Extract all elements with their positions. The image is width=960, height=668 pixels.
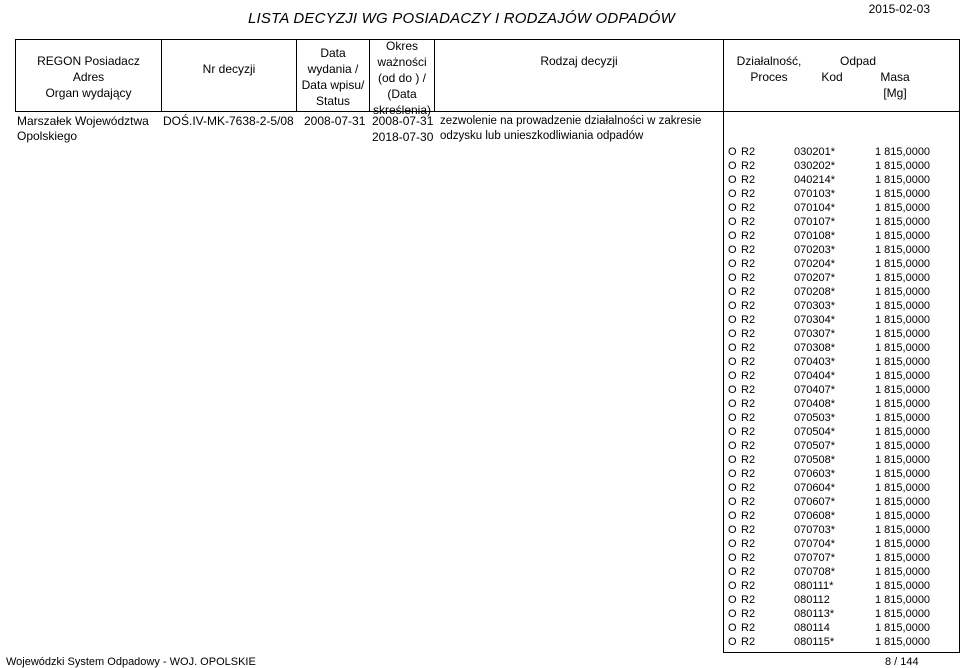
activity-type: O xyxy=(728,412,737,424)
waste-code: 070403* xyxy=(794,356,835,368)
activity-type: O xyxy=(728,286,737,298)
table-row xyxy=(724,635,960,649)
waste-mass: 1 815,0000 xyxy=(875,160,931,172)
waste-code: 070503* xyxy=(794,412,835,424)
activity-type: O xyxy=(728,328,737,340)
waste-code: 070104* xyxy=(794,202,835,214)
process-code: R2 xyxy=(741,482,756,494)
waste-mass: 1 815,0000 xyxy=(875,314,931,326)
waste-mass: 1 815,0000 xyxy=(875,482,931,494)
waste-code: 070103* xyxy=(794,188,835,200)
activity-type: O xyxy=(728,426,737,438)
waste-mass: 1 815,0000 xyxy=(875,342,931,354)
table-row xyxy=(724,327,960,341)
process-code: R2 xyxy=(741,510,756,522)
okres-od: 2008-07-31 xyxy=(372,114,434,128)
activity-type: O xyxy=(728,398,737,410)
activity-type: O xyxy=(728,314,737,326)
waste-code: 080115* xyxy=(794,636,835,648)
process-code: R2 xyxy=(741,160,756,172)
waste-code: 080114 xyxy=(794,622,830,634)
activity-type: O xyxy=(728,524,737,536)
process-code: R2 xyxy=(741,188,756,200)
table-row xyxy=(724,369,960,383)
table-row xyxy=(724,145,960,159)
waste-mass: 1 815,0000 xyxy=(875,496,931,508)
activity-type: O xyxy=(728,300,737,312)
waste-mass: 1 815,0000 xyxy=(875,384,931,396)
table-row xyxy=(724,271,960,285)
table-row xyxy=(724,453,960,467)
process-code: R2 xyxy=(741,174,756,186)
process-code: R2 xyxy=(741,538,756,550)
waste-mass: 1 815,0000 xyxy=(875,538,931,550)
waste-mass: 1 815,0000 xyxy=(875,174,931,186)
table-row xyxy=(724,439,960,453)
column-divider xyxy=(434,39,435,112)
activity-type: O xyxy=(728,538,737,550)
process-code: R2 xyxy=(741,440,756,452)
table-row xyxy=(724,537,960,551)
table-row xyxy=(724,551,960,565)
table-row xyxy=(724,173,960,187)
waste-code: 070203* xyxy=(794,244,835,256)
waste-code: 070207* xyxy=(794,272,835,284)
waste-mass: 1 815,0000 xyxy=(875,370,931,382)
waste-code: 080111* xyxy=(794,580,834,592)
process-code: R2 xyxy=(741,272,756,284)
waste-code: 080113* xyxy=(794,608,835,620)
header-okres: Okres ważności (od do ) / (Data skreślenia) xyxy=(372,39,432,117)
waste-code: 070107* xyxy=(794,216,835,228)
waste-code: 070308* xyxy=(794,342,835,354)
waste-mass: 1 815,0000 xyxy=(875,286,931,298)
header-data: Data wydania / Data wpisu/ Status xyxy=(301,46,365,108)
waste-mass: 1 815,0000 xyxy=(875,272,931,284)
waste-mass: 1 815,0000 xyxy=(875,580,931,592)
waste-code: 070704* xyxy=(794,538,835,550)
process-code: R2 xyxy=(741,524,756,536)
waste-mass: 1 815,0000 xyxy=(875,510,931,522)
waste-mass: 1 815,0000 xyxy=(875,440,931,452)
process-code: R2 xyxy=(741,636,756,648)
activity-type: O xyxy=(728,594,737,606)
waste-code: 070608* xyxy=(794,510,835,522)
activity-type: O xyxy=(728,160,737,172)
header-nr-decyzji: Nr decyzji xyxy=(202,62,256,76)
process-code: R2 xyxy=(741,342,756,354)
table-row xyxy=(724,243,960,257)
activity-type: O xyxy=(728,636,737,648)
table-row xyxy=(724,257,960,271)
waste-code: 070303* xyxy=(794,300,835,312)
table-bottom-line xyxy=(723,652,960,653)
table-row xyxy=(724,509,960,523)
activity-type: O xyxy=(728,454,737,466)
waste-mass: 1 815,0000 xyxy=(875,300,931,312)
waste-mass: 1 815,0000 xyxy=(875,230,931,242)
waste-mass: 1 815,0000 xyxy=(875,202,931,214)
waste-code: 070108* xyxy=(794,230,835,242)
rodzaj-line2: odzysku lub unieszkodliwiania odpadów xyxy=(440,130,644,142)
activity-type: O xyxy=(728,468,737,480)
activity-type: O xyxy=(728,384,737,396)
process-code: R2 xyxy=(741,594,756,606)
waste-code: 040214* xyxy=(794,174,835,186)
table-row xyxy=(724,229,960,243)
page-number: 8 / 144 xyxy=(885,656,919,668)
table-row xyxy=(724,467,960,481)
waste-mass: 1 815,0000 xyxy=(875,622,931,634)
process-code: R2 xyxy=(741,286,756,298)
waste-mass: 1 815,0000 xyxy=(875,566,931,578)
process-code: R2 xyxy=(741,566,756,578)
activity-type: O xyxy=(728,440,737,452)
process-code: R2 xyxy=(741,412,756,424)
waste-code: 070407* xyxy=(794,384,835,396)
process-code: R2 xyxy=(741,258,756,270)
process-code: R2 xyxy=(741,146,756,158)
waste-code: 070307* xyxy=(794,328,835,340)
rodzaj-line1: zezwolenie na prowadzenie działalności w zakresie xyxy=(440,115,702,127)
waste-mass: 1 815,0000 xyxy=(875,426,931,438)
table-row xyxy=(724,397,960,411)
process-code: R2 xyxy=(741,552,756,564)
activity-type: O xyxy=(728,482,737,494)
table-row xyxy=(724,215,960,229)
waste-mass: 1 815,0000 xyxy=(875,258,931,270)
table-row xyxy=(724,383,960,397)
activity-type: O xyxy=(728,608,737,620)
process-code: R2 xyxy=(741,356,756,368)
activity-type: O xyxy=(728,202,737,214)
process-code: R2 xyxy=(741,398,756,410)
process-code: R2 xyxy=(741,216,756,228)
table-row xyxy=(724,481,960,495)
table-row xyxy=(724,411,960,425)
waste-code: 070507* xyxy=(794,440,835,452)
process-code: R2 xyxy=(741,314,756,326)
waste-code: 070404* xyxy=(794,370,835,382)
process-code: R2 xyxy=(741,454,756,466)
process-code: R2 xyxy=(741,384,756,396)
waste-code: 070508* xyxy=(794,454,835,466)
waste-mass: 1 815,0000 xyxy=(875,356,931,368)
waste-mass: 1 815,0000 xyxy=(875,216,931,228)
process-code: R2 xyxy=(741,230,756,242)
header-odpad: Odpad xyxy=(839,54,877,68)
waste-mass: 1 815,0000 xyxy=(875,454,931,466)
activity-type: O xyxy=(728,622,737,634)
activity-type: O xyxy=(728,510,737,522)
activity-type: O xyxy=(728,552,737,564)
waste-mass: 1 815,0000 xyxy=(875,188,931,200)
table-row xyxy=(724,299,960,313)
table-row xyxy=(724,607,960,621)
table-row xyxy=(724,159,960,173)
waste-mass: 1 815,0000 xyxy=(875,244,931,256)
activity-type: O xyxy=(728,496,737,508)
waste-mass: 1 815,0000 xyxy=(875,468,931,480)
activity-type: O xyxy=(728,356,737,368)
activity-type: O xyxy=(728,230,737,242)
waste-mass: 1 815,0000 xyxy=(875,398,931,410)
table-row xyxy=(724,579,960,593)
waste-mass: 1 815,0000 xyxy=(875,594,931,606)
header-dzialalnosc: Działalność, Proces xyxy=(736,54,802,84)
process-code: R2 xyxy=(741,608,756,620)
data-wydania: 2008-07-31 xyxy=(304,114,366,128)
header-rodzaj-decyzji: Rodzaj decyzji xyxy=(540,54,618,68)
waste-code: 080112 xyxy=(794,594,830,606)
waste-code: 070504* xyxy=(794,426,835,438)
waste-code: 030201* xyxy=(794,146,835,158)
organ-line1: Marszałek Województwa xyxy=(17,114,149,128)
activity-type: O xyxy=(728,188,737,200)
table-row xyxy=(724,313,960,327)
table-row xyxy=(724,593,960,607)
activity-type: O xyxy=(728,272,737,284)
waste-code: 070707* xyxy=(794,552,835,564)
activity-type: O xyxy=(728,370,737,382)
activity-type: O xyxy=(728,342,737,354)
process-code: R2 xyxy=(741,202,756,214)
activity-type: O xyxy=(728,244,737,256)
okres-do: 2018-07-30 xyxy=(372,130,434,144)
waste-mass: 1 815,0000 xyxy=(875,524,931,536)
waste-code: 070703* xyxy=(794,524,835,536)
waste-code: 070208* xyxy=(794,286,835,298)
process-code: R2 xyxy=(741,328,756,340)
waste-code: 070603* xyxy=(794,468,835,480)
waste-code: 030202* xyxy=(794,160,835,172)
waste-code: 070604* xyxy=(794,482,835,494)
page-title: LISTA DECYZJI WG POSIADACZY I RODZAJÓW ODPADÓW xyxy=(248,10,676,27)
table-row xyxy=(724,341,960,355)
activity-type: O xyxy=(728,174,737,186)
table-row xyxy=(724,621,960,635)
waste-mass: 1 815,0000 xyxy=(875,412,931,424)
process-code: R2 xyxy=(741,622,756,634)
header-regon-adres-organ: REGON Posiadacz Adres Organ wydający xyxy=(37,54,140,100)
waste-code: 070204* xyxy=(794,258,835,270)
process-code: R2 xyxy=(741,244,756,256)
table-row xyxy=(724,495,960,509)
table-row xyxy=(724,201,960,215)
process-code: R2 xyxy=(741,300,756,312)
report-date: 2015-02-03 xyxy=(868,2,930,16)
header-kod: Kod xyxy=(821,70,843,84)
waste-code: 070304* xyxy=(794,314,835,326)
table-row xyxy=(724,187,960,201)
waste-code: 070408* xyxy=(794,398,835,410)
activity-type: O xyxy=(728,566,737,578)
header-masa: Masa [Mg] xyxy=(880,70,910,100)
process-code: R2 xyxy=(741,426,756,438)
activity-type: O xyxy=(728,216,737,228)
process-code: R2 xyxy=(741,370,756,382)
footer-system: Wojewódzki System Odpadowy - WOJ. OPOLSKIE xyxy=(6,656,256,668)
waste-mass: 1 815,0000 xyxy=(875,146,931,158)
table-row xyxy=(724,355,960,369)
process-code: R2 xyxy=(741,580,756,592)
nr-decyzji: DOŚ.IV-MK-7638-2-5/08 xyxy=(163,114,294,128)
waste-code: 070708* xyxy=(794,566,835,578)
process-code: R2 xyxy=(741,496,756,508)
table-row xyxy=(724,425,960,439)
activity-type: O xyxy=(728,580,737,592)
waste-mass: 1 815,0000 xyxy=(875,328,931,340)
table-row xyxy=(724,285,960,299)
activity-type: O xyxy=(728,258,737,270)
process-code: R2 xyxy=(741,468,756,480)
organ-line2: Opolskiego xyxy=(17,129,78,143)
table-row xyxy=(724,523,960,537)
waste-mass: 1 815,0000 xyxy=(875,552,931,564)
waste-code: 070607* xyxy=(794,496,835,508)
waste-mass: 1 815,0000 xyxy=(875,636,931,648)
activity-type: O xyxy=(728,146,737,158)
waste-mass: 1 815,0000 xyxy=(875,608,931,620)
table-row xyxy=(724,565,960,579)
